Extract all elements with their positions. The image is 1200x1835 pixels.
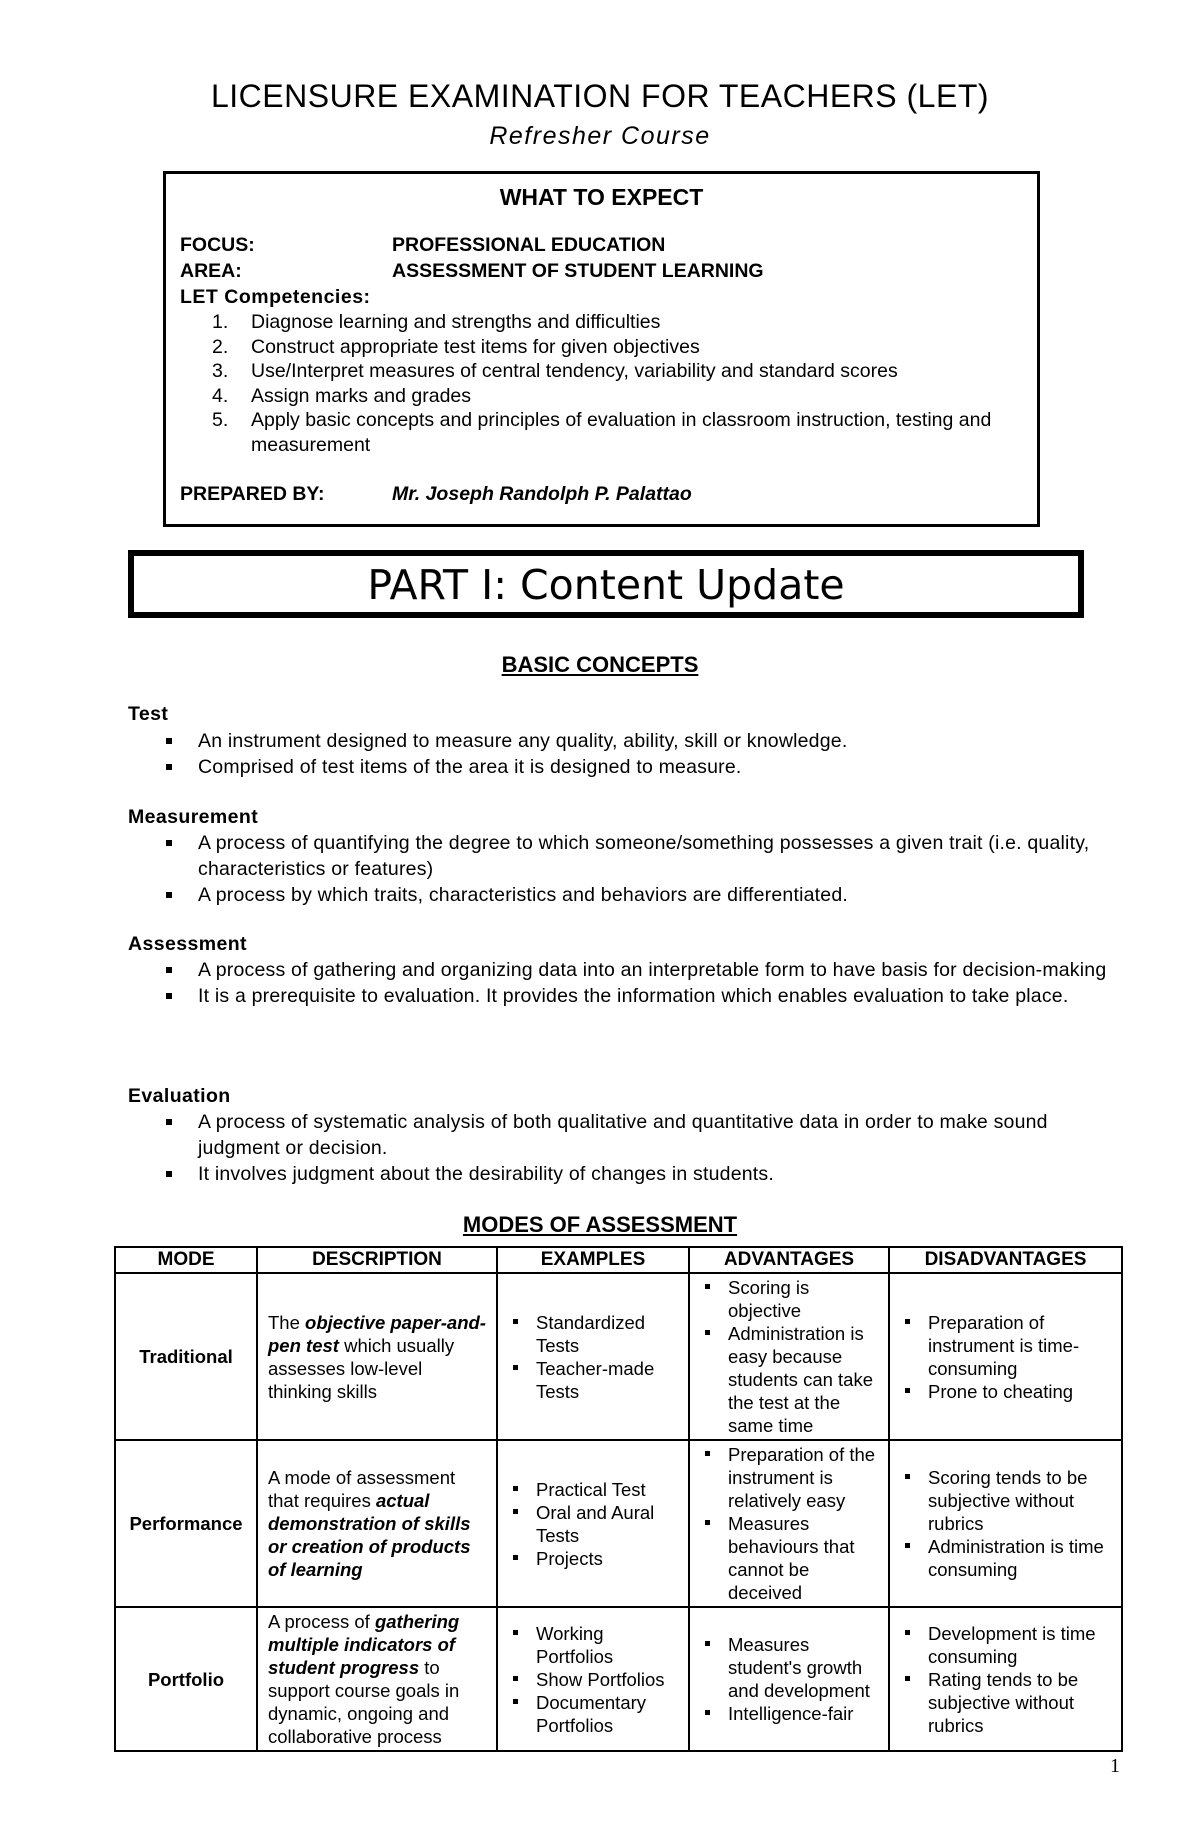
list-item: Show Portfolios bbox=[508, 1668, 678, 1691]
competency-item: 5. Apply basic concepts and principles of evaluation in classroom instruction, testing and measurement bbox=[212, 409, 992, 456]
advantages-cell bbox=[689, 1273, 889, 1440]
column-header-mode: MODE bbox=[115, 1247, 257, 1273]
competencies-list bbox=[180, 310, 1030, 458]
list-item: Standardized Tests bbox=[508, 1311, 678, 1357]
term-test: Test bbox=[128, 703, 169, 725]
definition-item: A process by which traits, characteristics and behaviors are differentiated. bbox=[128, 882, 1118, 908]
description-cell: The objective paper-and-pen test which usually assesses low-level thinking skills bbox=[257, 1273, 497, 1440]
page-number: 1 bbox=[1110, 1755, 1120, 1777]
mode-cell: Traditional bbox=[115, 1273, 257, 1440]
competency-item: 4. Assign marks and grades bbox=[212, 384, 472, 407]
basic-concepts-heading: BASIC CONCEPTS bbox=[501, 652, 699, 677]
advantages-cell bbox=[689, 1440, 889, 1607]
disadvantages-cell bbox=[889, 1440, 1122, 1607]
prepared-by-row bbox=[180, 483, 692, 506]
definition-item: An instrument designed to measure any quality, ability, skill or knowledge. bbox=[128, 728, 1118, 754]
mode-cell: Performance bbox=[115, 1440, 257, 1607]
part-title-banner: PART I: Content Update bbox=[128, 550, 1084, 618]
measurement-definitions bbox=[128, 830, 1118, 908]
definition-item: Comprised of test items of the area it is designed to measure. bbox=[128, 754, 1118, 780]
document-title: LICENSURE EXAMINATION FOR TEACHERS (LET) bbox=[210, 78, 990, 114]
list-item: Intelligence-fair bbox=[700, 1702, 878, 1725]
examples-cell bbox=[497, 1440, 689, 1607]
term-measurement: Measurement bbox=[128, 806, 259, 828]
list-item: Administration is easy because students can take the test at the same time bbox=[700, 1322, 878, 1437]
examples-cell bbox=[497, 1273, 689, 1440]
definition-item: It involves judgment about the desirability of changes in students. bbox=[128, 1161, 1118, 1187]
definition-item: A process of gathering and organizing data into an interpretable form to have basis for decision-making bbox=[128, 957, 1118, 983]
column-header-advantages: ADVANTAGES bbox=[689, 1247, 889, 1273]
definition-item: It is a prerequisite to evaluation. It provides the information which enables evaluation to take place. bbox=[128, 983, 1118, 1009]
list-item: Preparation of instrument is time-consuming bbox=[900, 1311, 1111, 1380]
what-to-expect-heading: WHAT TO EXPECT bbox=[499, 184, 704, 210]
focus-label: FOCUS: bbox=[180, 234, 255, 256]
table-row bbox=[115, 1440, 1122, 1607]
term-evaluation: Evaluation bbox=[128, 1085, 231, 1107]
list-item: Teacher-made Tests bbox=[508, 1357, 678, 1403]
competencies-label: LET Competencies: bbox=[180, 286, 371, 308]
competency-item: 2. Construct appropriate test items for given objectives bbox=[212, 335, 700, 358]
column-header-description: DESCRIPTION bbox=[257, 1247, 497, 1273]
definition-item: A process of quantifying the degree to which someone/something possesses a given trait (i.e. quality, characteristics or features) bbox=[128, 830, 1118, 882]
description-cell: A process of gathering multiple indicators of student progress to support course goals in dynamic, ongoing and collaborative process bbox=[257, 1607, 497, 1751]
modes-of-assessment-heading: MODES OF ASSESSMENT bbox=[462, 1212, 738, 1237]
list-item: Scoring is objective bbox=[700, 1276, 878, 1322]
list-item: Scoring tends to be subjective without rubrics bbox=[900, 1466, 1111, 1535]
modes-of-assessment-table bbox=[114, 1246, 1123, 1752]
document-subtitle: Refresher Course bbox=[489, 122, 711, 150]
area-row bbox=[180, 260, 764, 283]
prepared-by-label: PREPARED BY: bbox=[180, 483, 325, 505]
area-label: AREA: bbox=[180, 260, 242, 282]
list-item: Measures behaviours that cannot be deceived bbox=[700, 1512, 878, 1604]
evaluation-definitions bbox=[128, 1109, 1118, 1187]
list-item: Practical Test bbox=[508, 1478, 678, 1501]
list-item: Rating tends to be subjective without rubrics bbox=[900, 1668, 1111, 1737]
list-item: Documentary Portfolios bbox=[508, 1691, 678, 1737]
focus-value: PROFESSIONAL EDUCATION bbox=[392, 234, 666, 256]
list-item: Measures student's growth and development bbox=[700, 1633, 878, 1702]
table-header-row bbox=[115, 1247, 1122, 1273]
test-definitions bbox=[128, 728, 1118, 780]
disadvantages-cell bbox=[889, 1273, 1122, 1440]
area-value: ASSESSMENT OF STUDENT LEARNING bbox=[392, 260, 764, 282]
list-item: Prone to cheating bbox=[900, 1380, 1111, 1403]
description-cell: A mode of assessment that requires actual demonstration of skills or creation of products of learning bbox=[257, 1440, 497, 1607]
column-header-examples: EXAMPLES bbox=[497, 1247, 689, 1273]
what-to-expect-box bbox=[163, 171, 1040, 527]
column-header-disadvantages: DISADVANTAGES bbox=[889, 1247, 1122, 1273]
mode-cell: Portfolio bbox=[115, 1607, 257, 1751]
assessment-definitions bbox=[128, 957, 1118, 1009]
disadvantages-cell bbox=[889, 1607, 1122, 1751]
focus-row bbox=[180, 234, 665, 257]
list-item: Working Portfolios bbox=[508, 1622, 678, 1668]
list-item: Administration is time consuming bbox=[900, 1535, 1111, 1581]
advantages-cell bbox=[689, 1607, 889, 1751]
prepared-by-value: Mr. Joseph Randolph P. Palattao bbox=[392, 483, 692, 505]
competency-item: 1. Diagnose learning and strengths and difficulties bbox=[212, 311, 661, 333]
list-item: Preparation of the instrument is relatively easy bbox=[700, 1443, 878, 1512]
list-item: Development is time consuming bbox=[900, 1622, 1111, 1668]
table-row bbox=[115, 1273, 1122, 1440]
list-item: Projects bbox=[508, 1547, 678, 1570]
examples-cell bbox=[497, 1607, 689, 1751]
competency-item: 3. Use/Interpret measures of central tendency, variability and standard scores bbox=[212, 360, 898, 383]
term-assessment: Assessment bbox=[128, 933, 247, 955]
table-row bbox=[115, 1607, 1122, 1751]
definition-item: A process of systematic analysis of both qualitative and quantitative data in order to make sound judgment or decision. bbox=[128, 1109, 1118, 1161]
list-item: Oral and Aural Tests bbox=[508, 1501, 678, 1547]
